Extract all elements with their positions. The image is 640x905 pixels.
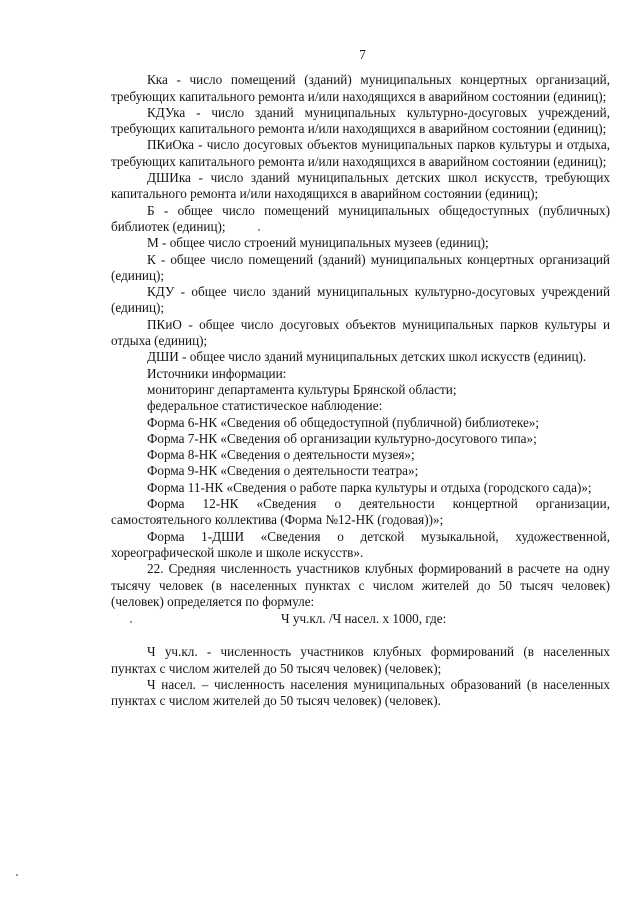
source-form-12nk: Форма 12-НК «Сведения о деятельности концертной организации, самостоятельного коллектива (Форма №12-НК (годовая))»; xyxy=(111,496,610,528)
source-monitoring: мониторинг департамента культуры Брянской области; xyxy=(147,381,457,397)
page-number: 7 xyxy=(359,47,366,62)
paragraph-kka: Кка - число помещений (зданий) муниципальных концертных организаций, требующих капитального ремонта и/или находящихся в аварийном состоянии (единиц); xyxy=(111,72,610,104)
source-form-6nk: Форма 6-НК «Сведения об общедоступной (публичной) библиотеке»; xyxy=(147,414,540,430)
definition-ch-uch-kl: Ч уч.кл. - численность участников клубных формирований (в населенных пунктах с числом жителей до 50 тысяч человек) (человек); xyxy=(111,644,610,676)
formula: Ч уч.кл. /Ч насел. х 1000, где: xyxy=(281,611,447,627)
scan-speck xyxy=(258,229,260,231)
paragraph-b: Б - общее число помещений муниципальных общедоступных (публичных) библиотек (единиц); xyxy=(111,202,610,234)
sources-heading: Источники информации: xyxy=(147,365,287,381)
source-form-8nk: Форма 8-НК «Сведения о деятельности музея»; xyxy=(147,447,415,463)
definitions-list xyxy=(111,72,610,365)
paragraph-m: М - общее число строений муниципальных музеев (единиц); xyxy=(147,235,489,251)
scan-speck xyxy=(16,874,18,876)
scan-speck xyxy=(130,621,132,623)
paragraph-k: К - общее число помещений (зданий) муниципальных концертных организаций (единиц); xyxy=(111,251,610,283)
source-federal: федеральное статистическое наблюдение: xyxy=(147,398,383,414)
paragraph-kdu: КДУ - общее число зданий муниципальных культурно-досуговых учреждений (единиц); xyxy=(111,284,610,316)
source-form-1dshi: Форма 1-ДШИ «Сведения о детской музыкальной, художественной, хореографической школе и школе искусств». xyxy=(111,528,610,560)
paragraph-dshi: ДШИ - общее число зданий муниципальных детских школ искусств (единиц). xyxy=(147,349,587,365)
paragraph-pkio: ПКиО - общее число досуговых объектов муниципальных парков культуры и отдыха (единиц); xyxy=(111,316,610,349)
paragraph-dshika: ДШИка - число зданий муниципальных детских школ искусств, требующих капитального ремонта и/или находящихся в аварийном состоянии (единиц); xyxy=(111,170,610,202)
paragraph-pkioka: ПКиОка - число досуговых объектов муниципальных парков культуры и отдыха, требующих капитального ремонта и/или находящихся в аварийном состоянии (единиц); xyxy=(111,137,610,169)
source-form-11nk: Форма 11-НК «Сведения о работе парка культуры и отдыха (городского сада)»; xyxy=(147,479,592,495)
definition-ch-nasel: Ч насел. – численность населения муниципальных образований (в населенных пунктах с числом жителей до 50 тысяч человек) (человек). xyxy=(111,676,610,709)
paragraph-kduka: КДУка - число зданий муниципальных культурно-досуговых учреждений, требующих капитального ремонта и/или находящихся в аварийном состоянии (единиц); xyxy=(111,104,610,137)
sources-section xyxy=(111,366,610,562)
item-22-intro: 22. Средняя численность участников клубных формирований в расчете на одну тысячу человек (в населенных пунктах с числом жителей до 50 тысяч человек) (человек) определяется по формуле: xyxy=(111,561,610,609)
source-form-7nk: Форма 7-НК «Сведения об организации культурно-досугового типа»; xyxy=(147,430,537,446)
source-form-9nk: Форма 9-НК «Сведения о деятельности театра»; xyxy=(147,463,419,479)
